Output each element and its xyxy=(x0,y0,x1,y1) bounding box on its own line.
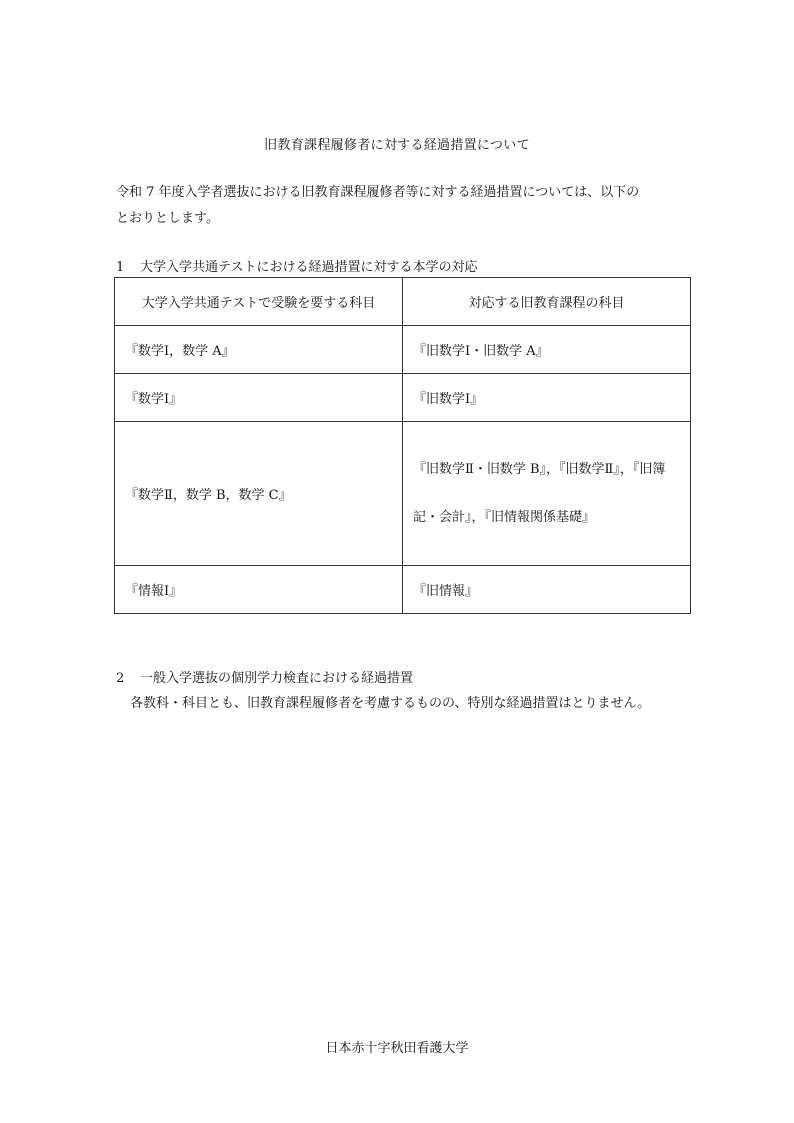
required-subject-cell: 『数学Ⅰ，数学 A』 xyxy=(115,326,403,374)
section-1-number: 1 xyxy=(116,260,125,275)
old-subject-cell: 『旧数学Ⅰ』 xyxy=(403,374,691,422)
subject-mapping-table xyxy=(114,277,691,614)
section-2-body: 各教科・科目とも、旧教育課程履修者を考慮するものの、特別な経過措置はとりません。 xyxy=(130,696,651,711)
header-required-subject: 大学入学共通テストで受験を要する科目 xyxy=(115,278,403,326)
table-row xyxy=(115,374,691,422)
table-row xyxy=(115,422,691,566)
old-subject-cell: 『旧情報』 xyxy=(403,566,691,614)
table-row xyxy=(115,566,691,614)
required-subject-cell: 『数学Ⅱ，数学 B，数学 C』 xyxy=(115,422,403,566)
intro-line-2: とおりとします。 xyxy=(116,211,219,226)
old-subject-cell: 『旧数学Ⅰ・旧数学 A』 xyxy=(403,326,691,374)
document-title: 旧教育課程履修者に対する経過措置について xyxy=(264,138,530,153)
intro-paragraph xyxy=(116,180,696,232)
section-2-heading xyxy=(116,667,413,686)
intro-line-1: 令和 7 年度入学者選抜における旧教育課程履修者等に対する経過措置については、以下の xyxy=(116,185,640,200)
required-subject-cell: 『情報Ⅰ』 xyxy=(115,566,403,614)
section-2-number: 2 xyxy=(116,671,125,686)
old-subject-cell: 『旧数学Ⅱ・旧数学 B』，『旧数学Ⅱ』，『旧簿記・会計』，『旧情報関係基礎』 xyxy=(403,422,691,566)
footer-institution: 日本赤十字秋田看護大学 xyxy=(325,1041,469,1056)
table-header-row xyxy=(115,278,691,326)
section-1-title: 大学入学共通テストにおける経過措置に対する本学の対応 xyxy=(140,260,478,275)
section-1-heading xyxy=(116,256,477,275)
required-subject-cell: 『数学Ⅰ』 xyxy=(115,374,403,422)
section-2-title: 一般入学選抜の個別学力検査における経過措置 xyxy=(140,671,414,686)
header-old-subject: 対応する旧教育課程の科目 xyxy=(403,278,691,326)
table-row xyxy=(115,326,691,374)
